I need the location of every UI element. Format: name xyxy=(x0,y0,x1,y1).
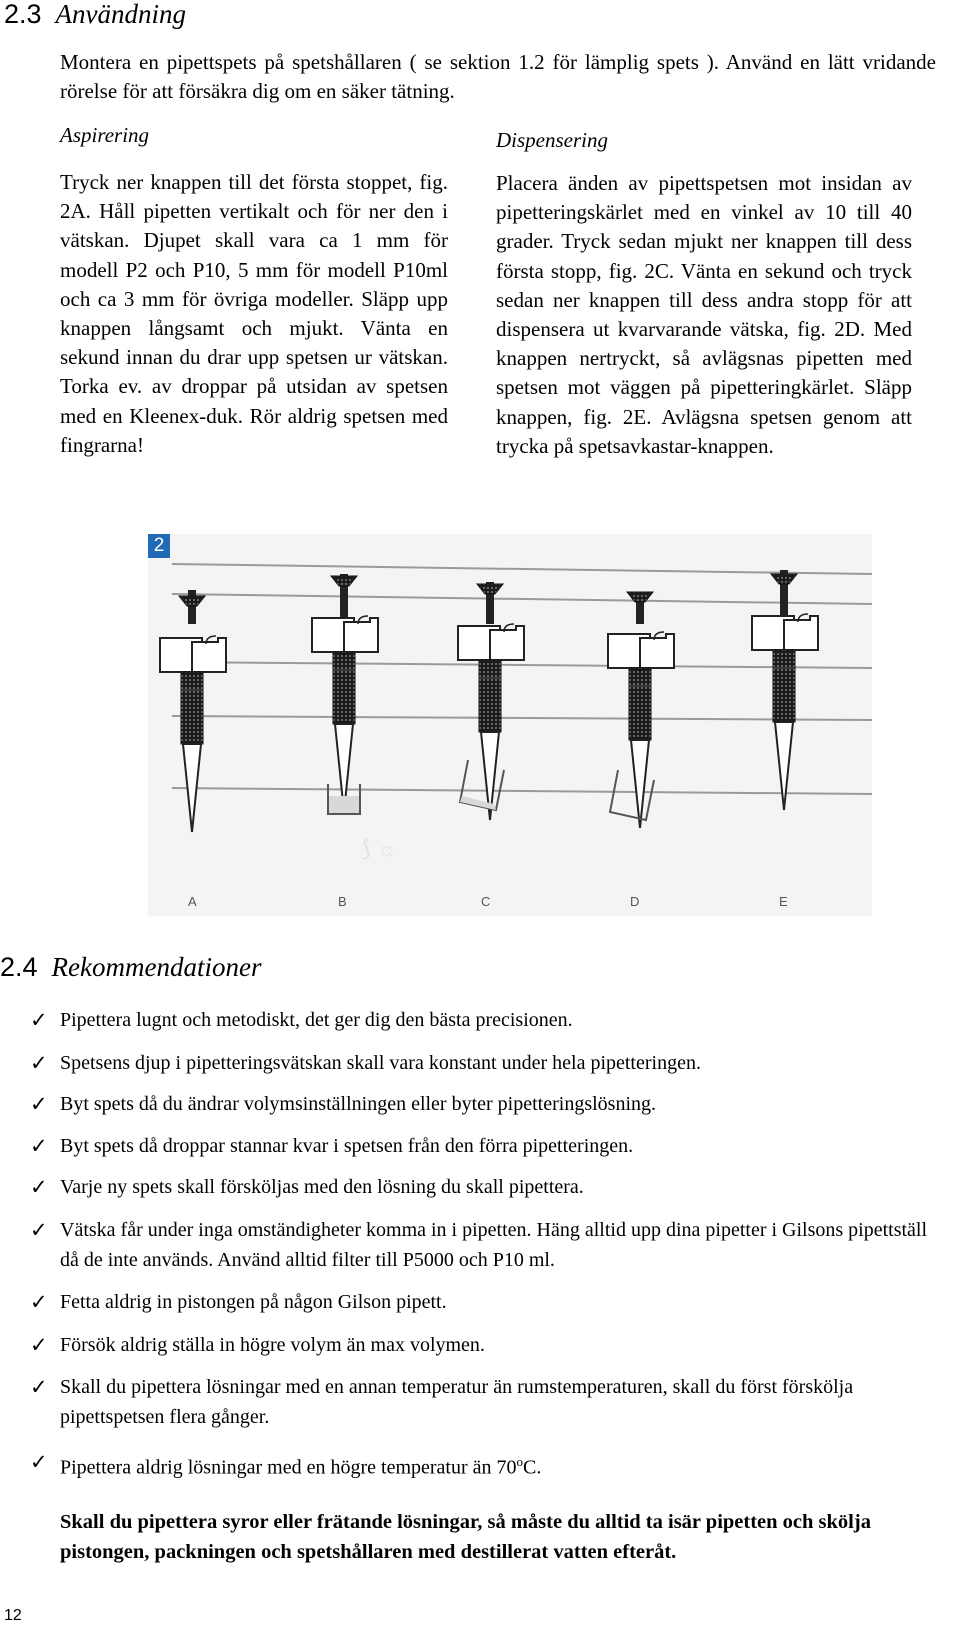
degree-sup: o xyxy=(516,1454,524,1469)
bg-line xyxy=(172,564,872,574)
section-number: 2.3 xyxy=(4,0,42,29)
recommendation-text: Pipettera lugnt och metodiskt, det ger dig den bästa precisionen. xyxy=(60,1009,573,1031)
figure-label-c: C xyxy=(481,894,491,909)
aspirering-text: Tryck ner knappen till det första stoppet, fig. 2A. Håll pipetten vertikalt och för ner den i vätskan. Djupet skall vara ca 1 mm för modell P2 och P10, 5 mm för modell P10ml och ca 3 mm för övriga modeller. Släpp upp knappen långsamt och mjukt. Vänta en sekund innan du drar upp spetsen ur vätskan. Torka ev. av droppar på utsidan av spetsen med en Kleenex-duk. Rör aldrig spetsen med fingrarna! xyxy=(60,170,448,457)
recommendation-item xyxy=(30,1089,940,1119)
pipette-illustration xyxy=(148,534,872,916)
dispensering-heading: Dispensering xyxy=(496,128,608,152)
recommendation-item xyxy=(30,1172,940,1202)
recommendation-text: Byt spets då droppar stannar kvar i spetsen från den förra pipetteringen. xyxy=(60,1135,634,1157)
warning-paragraph: Skall du pipettera syror eller frätande lösningar, så måste du alltid ta isär pipetten och skölja pistongen, packningen och spetshållaren med destillerat vatten efteråt. xyxy=(60,1511,871,1563)
recommendation-text: Fetta aldrig in pistongen på någon Gilson pipett. xyxy=(60,1291,447,1313)
check-icon: ✓ xyxy=(30,1375,48,1399)
section-title: Rekommendationer xyxy=(51,952,262,982)
bg-line xyxy=(172,662,872,668)
check-icon: ✓ xyxy=(30,1290,48,1314)
section-number: 2.4 xyxy=(0,952,38,982)
recommendation-text: Spetsens djup i pipetteringsvätskan skall vara konstant under hela pipetteringen. xyxy=(60,1052,701,1074)
aspirering-heading: Aspirering xyxy=(60,123,150,147)
recommendation-item xyxy=(30,1372,940,1432)
figure-badge: 2 xyxy=(148,534,170,558)
recommendation-text: Försök aldrig ställa in högre volym än max volymen. xyxy=(60,1334,485,1356)
figure-label-e: E xyxy=(779,894,788,909)
check-icon: ✓ xyxy=(30,1051,48,1075)
recommendation-text: Vätska får under inga omständigheter komma in i pipetten. Häng alltid upp dina pipetter i Gilsons pipettställ då de inte används. Använd alltid filter till P5000 och P10 ml. xyxy=(60,1219,928,1271)
temperature-unit: C. xyxy=(523,1456,542,1479)
check-icon: ✓ xyxy=(30,1134,48,1158)
figure-2 xyxy=(148,534,872,916)
recommendation-item xyxy=(30,1330,940,1360)
temperature-text: Pipettera aldrig lösningar med en högre temperatur än 70 xyxy=(60,1456,517,1479)
check-icon: ✓ xyxy=(30,1218,48,1242)
recommendation-item xyxy=(30,1447,940,1483)
figure-label-a: A xyxy=(188,894,197,909)
recommendation-item xyxy=(30,1131,940,1161)
intro-paragraph: Montera en pipettspets på spetshållaren ( se sektion 1.2 för lämplig spets ). Använd en lätt vridande rörelse för att försäkra dig om en säker tätning. xyxy=(60,50,936,103)
section-heading-2-3 xyxy=(4,0,186,30)
pipette-e xyxy=(752,570,818,810)
recommendation-item xyxy=(30,1005,940,1035)
recommendation-text: Varje ny spets skall försköljas med den lösning du skall pipettera. xyxy=(60,1176,584,1198)
pipette-a xyxy=(160,590,226,832)
recommendation-item xyxy=(30,1215,940,1275)
pipette-b xyxy=(312,574,378,814)
pipette-c xyxy=(458,582,524,820)
watermark-shape: ⟆ ☼ xyxy=(362,836,397,861)
recommendation-item xyxy=(30,1048,940,1078)
figure-label-d: D xyxy=(630,894,640,909)
check-icon: ✓ xyxy=(30,1450,48,1474)
bg-line xyxy=(172,788,872,794)
dispensering-text: Placera änden av pipettspetsen mot insidan av pipetteringskärlet med en vinkel av 10 till 40 grader. Tryck sedan mjukt ner knappen till dess första stopp, fig. 2C. Vänta en sekund och tryck sedan ner knappen till dess andra stopp för att dispensera ut kvarvarande vätska, fig. 2D. Med knappen nertryckt, så avlägsnas pipetten med spetsen mot väggen på pipetteringkärlet. Släpp knappen, fig. 2E. Avlägsna spetsen genom att trycka på spetsavkastar-knappen. xyxy=(496,171,912,458)
bg-line xyxy=(172,594,872,604)
section-title: Användning xyxy=(55,0,187,29)
recommendation-text xyxy=(60,1447,940,1483)
check-icon: ✓ xyxy=(30,1175,48,1199)
check-icon: ✓ xyxy=(30,1092,48,1116)
recommendation-item xyxy=(30,1287,940,1317)
recommendation-text: Skall du pipettera lösningar med en annan temperatur än rumstemperaturen, skall du först förskölja pipettspetsen flera gånger. xyxy=(60,1376,854,1428)
check-icon: ✓ xyxy=(30,1008,48,1032)
recommendation-text: Byt spets då du ändrar volymsinställningen eller byter pipetteringslösning. xyxy=(60,1093,657,1115)
page-number: 12 xyxy=(4,1607,22,1624)
figure-label-b: B xyxy=(338,894,347,909)
check-icon: ✓ xyxy=(30,1333,48,1357)
bg-line xyxy=(172,716,872,720)
section-heading-2-4 xyxy=(0,951,261,983)
